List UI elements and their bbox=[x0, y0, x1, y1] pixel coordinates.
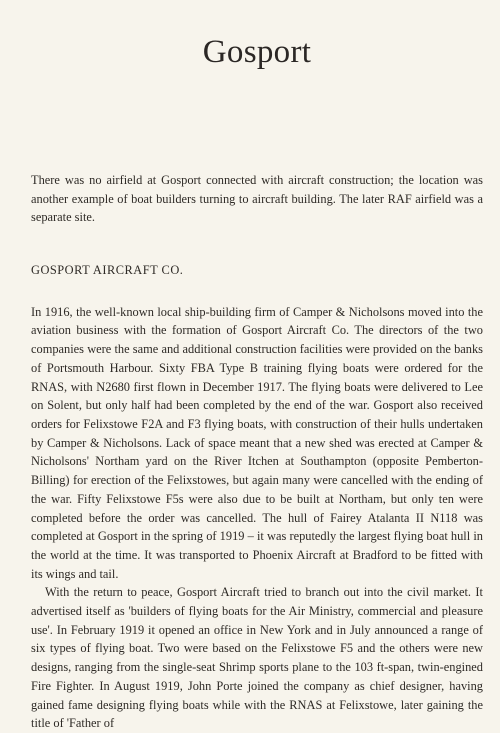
intro-paragraph: There was no airfield at Gosport connected with aircraft construction; the location was another example of boat builders turning to aircraft building. The later RAF airfield was a separate site. bbox=[31, 173, 483, 225]
body-paragraph-2: With the return to peace, Gosport Aircraft tried to branch out into the civil market. It advertised itself as 'builders of flying boats for the Air Ministry, commercial and pleasure use'. In February 1919 it opened an office in New York and in July announced a range of six types of flying boat. Two were based on the Felixstowe F5 and the others were new designs, ranging from the single-seat Shrimp sports plane to the 103 ft-span, twin-engined Fire Fighter. In August 1919, John Porte joined the company as chief designer, having gained fame designing flying boats while with the RNAS at Felixstowe, later gaining the title of 'Father of bbox=[31, 585, 483, 731]
section-heading: GOSPORT AIRCRAFT CO. bbox=[31, 262, 184, 277]
body-paragraph-1: In 1916, the well-known local ship-building firm of Camper & Nicholsons moved into the aviation business with the formation of Gosport Aircraft Co. The directors of the two companies were the same and additional construction facilities were provided on the banks of Portsmouth Harbour. Sixty FBA Type B training flying boats were ordered for the RNAS, with N2680 first flown in December 1917. The flying boats were delivered to Lee on Solent, but only half had been completed by the end of the war. Gosport also received orders for Felixstowe F2A and F3 flying boats, with construction of their hulls undertaken by Camper & Nicholsons. Lack of space meant that a new shed was erected at Camper & Nicholsons' Northam yard on the River Itchen at Southampton (opposite Pemberton-Billing) for erection of the Felixstowes, but again many were cancelled with the ending of the war. Fifty Felixstowe F5s were also due to be built at Northam, but only ten were completed before the order was cancelled. The hull of Fairey Atalanta II N118 was completed at Gosport in the spring of 1919 – it was reputedly the largest flying boat hull in the world at the time. It was transported to Phoenix Aircraft at Bradford to be fitted with its wings and tail. bbox=[31, 304, 483, 581]
page-title: Gosport bbox=[202, 34, 312, 70]
